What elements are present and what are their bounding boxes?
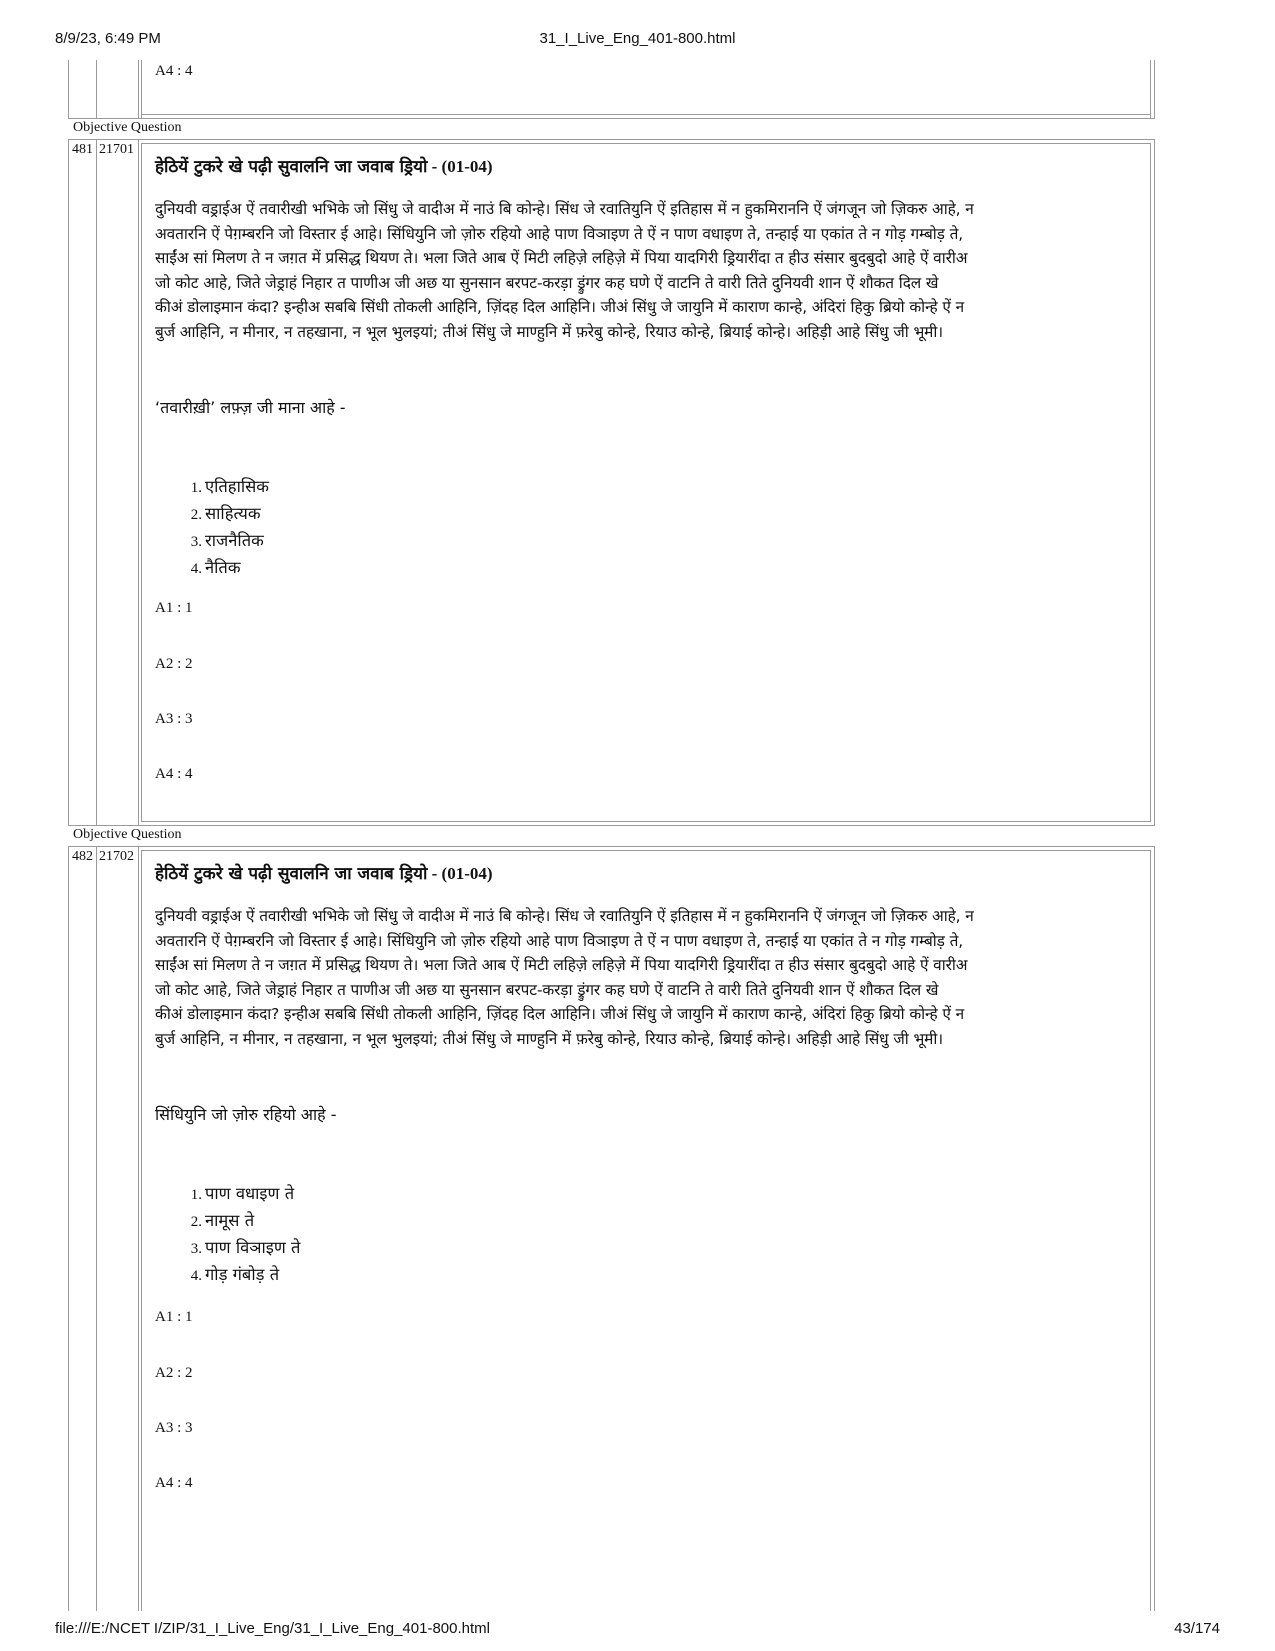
answer-option: A1 : 1 — [155, 1309, 193, 1325]
option-item: 4. गोड़ गंबोड़ ते — [190, 1265, 280, 1284]
table-border — [141, 114, 1151, 115]
passage: दुनियवी वड्राईअ ऐं तवारीखी भभिके जो सिंधु जे वादीअ में नाउं बि कोन्हे। सिंध जे रवातियुनि ऐं इतिहास में न हुकमिराननि ऐं जंगजून जो ज़िकरु आहे, न अवतारनि ऐं पेग़म्बरनि जो विस्तार ई आहे। सिंधियुनि जो ज़ोरु रहियो आहे पाण विञाइण ते ऐं न पाण वधाइण ते, तन्हाई या एकांत ते न गोड़ गम्बोड़ ते, साईंअ सां मिलण ते न जग़त में प्रसिद्ध थियण ते। भला जिते आब ऐं मिटी लहिज़े लहिज़े में पिया यादगिरी ड्रियारींदा त हीउ संसार बुदबुदो आहे ऐं वारीअ जो कोट आहे, जिते जेड्राहं निहार त पाणीअ जी अछ या सुनसान बरपट-करड़ा ड्रुंगर कह घणे ऐं वाटनि ते वारी तिते दुनियवी शान ऐं शौकत दिल खे कीअं डोलाइमान कंदा? इन्हीअ सबबि सिंधी तोकली आहिनि, ज़िंदह दिल आहिनि। जीअं सिंधु जे जायुनि में काराण कान्हे, अंदिरां हिकु ब्रियो कोन्हे ऐं न बुर्ज आहिनि, न मीनार, न तहखाना, न भूल भुलइयां; तीअं सिंधु जे माण्हुनि में फ़रेबु कोन्हे, रियाउ कोन्हे, ब्रियाई कोन्हे। अहिड़ी आहे सिंधु जी भूमी। — [155, 907, 974, 1048]
question-body — [155, 154, 1205, 814]
option-item: 4. नैतिक — [190, 558, 241, 577]
table-border — [1154, 60, 1155, 118]
question-title: हेठियें टुकरे खे पढ़ी सुवालनि जा जवाब ड्रियो - (01-04) — [155, 157, 493, 177]
table-border — [68, 118, 1155, 119]
table-border — [141, 60, 142, 118]
answer-option: A3 : 3 — [155, 711, 193, 727]
section-label: Objective Question — [73, 827, 182, 842]
option-item: 1. पाण वधाइण ते — [190, 1184, 295, 1203]
table-border — [96, 846, 97, 1611]
options-list — [155, 1181, 300, 1289]
question-serial: 481 — [72, 142, 93, 157]
option-item: 3. राजनैतिक — [190, 531, 264, 550]
answer-option: A1 : 1 — [155, 600, 193, 616]
table-border — [96, 60, 97, 118]
page-number: 43/174 — [1174, 1620, 1220, 1637]
table-border — [96, 139, 97, 825]
table-border — [68, 139, 1155, 140]
answer-option: A4 : 4 — [155, 63, 193, 79]
table-border — [68, 60, 69, 118]
question-serial: 482 — [72, 849, 93, 864]
document-title: 31_I_Live_Eng_401-800.html — [539, 30, 736, 47]
answer-option: A2 : 2 — [155, 656, 193, 672]
table-border — [141, 850, 1151, 851]
section-label: Objective Question — [73, 120, 182, 135]
table-border — [138, 139, 139, 825]
question-id: 21702 — [99, 849, 134, 864]
question-text: सिंधियुनि जो ज़ोरु रहियो आहे - — [155, 1105, 337, 1124]
passage: दुनियवी वड्राईअ ऐं तवारीखी भभिके जो सिंधु जे वादीअ में नाउं बि कोन्हे। सिंध जे रवातियुनि ऐं इतिहास में न हुकमिराननि ऐं जंगजून जो ज़िकरु आहे, न अवतारनि ऐं पेग़म्बरनि जो विस्तार ई आहे। सिंधियुनि जो ज़ोरु रहियो आहे पाण विञाइण ते ऐं न पाण वधाइण ते, तन्हाई या एकांत ते न गोड़ गम्बोड़ ते, साईंअ सां मिलण ते न जग़त में प्रसिद्ध थियण ते। भला जिते आब ऐं मिटी लहिज़े लहिज़े में पिया यादगिरी ड्रियारींदा त हीउ संसार बुदबुदो आहे ऐं वारीअ जो कोट आहे, जिते जेड्राहं निहार त पाणीअ जी अछ या सुनसान बरपट-करड़ा ड्रुंगर कह घणे ऐं वाटनि ते वारी तिते दुनियवी शान ऐं शौकत दिल खे कीअं डोलाइमान कंदा? इन्हीअ सबबि सिंधी तोकली आहिनि, ज़िंदह दिल आहिनि। जीअं सिंधु जे जायुनि में काराण कान्हे, अंदिरां हिकु ब्रियो कोन्हे ऐं न बुर्ज आहिनि, न मीनार, न तहखाना, न भूल भुलइयां; तीअं सिंधु जे माण्हुनि में फ़रेबु कोन्हे, रियाउ कोन्हे, ब्रियाई कोन्हे। अहिड़ी आहे सिंधु जी भूमी। — [155, 200, 974, 341]
answer-option: A4 : 4 — [155, 766, 193, 782]
table-border — [68, 846, 1155, 847]
options-list — [155, 474, 269, 582]
option-item: 2. साहित्यक — [190, 504, 261, 523]
print-timestamp: 8/9/23, 6:49 PM — [55, 30, 161, 47]
option-item: 3. पाण विञाइण ते — [190, 1238, 301, 1257]
table-border — [68, 825, 1155, 826]
table-border — [68, 139, 69, 825]
question-title: हेठियें टुकरे खे पढ़ी सुवालनि जा जवाब ड्रियो - (01-04) — [155, 864, 493, 884]
table-border — [141, 850, 142, 1611]
table-border — [141, 143, 1151, 144]
answer-option: A2 : 2 — [155, 1365, 193, 1381]
question-text: ‘तवारीख़ी’ लफ़्ज़ जी माना आहे - — [155, 398, 346, 417]
table-border — [68, 846, 69, 1611]
question-id: 21701 — [99, 142, 134, 157]
question-body — [155, 861, 1205, 1521]
answer-option: A4 : 4 — [155, 1475, 193, 1491]
table-border — [138, 846, 139, 1611]
option-item: 1. एतिहासिक — [190, 477, 269, 496]
option-item: 2. नामूस ते — [190, 1211, 255, 1230]
table-border — [138, 60, 139, 118]
file-path: file:///E:/NCET I/ZIP/31_I_Live_Eng/31_I_Live_Eng_401-800.html — [55, 1620, 490, 1637]
table-border — [1150, 60, 1151, 118]
answer-option: A3 : 3 — [155, 1420, 193, 1436]
table-border — [141, 143, 142, 821]
table-border — [141, 821, 1151, 822]
